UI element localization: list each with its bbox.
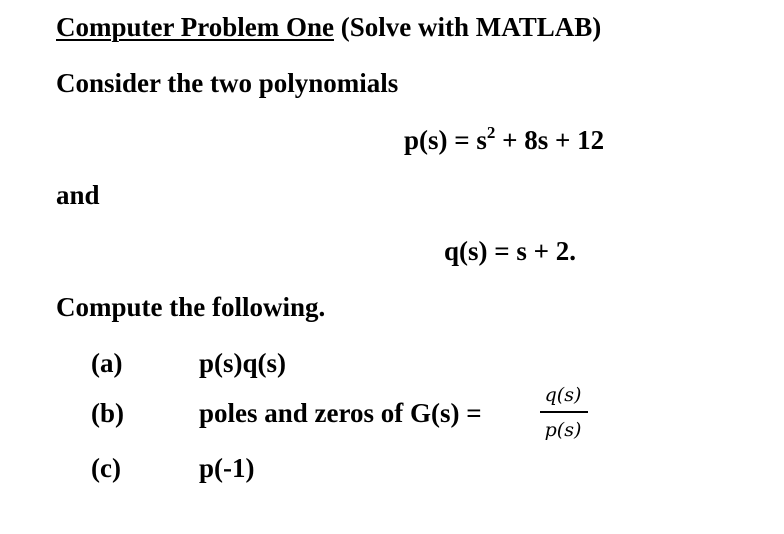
fraction-bar	[540, 411, 588, 413]
compute-text: Compute the following.	[56, 292, 326, 322]
p-equation-exponent: 2	[486, 123, 496, 142]
problem-title	[56, 14, 601, 41]
q-equation: q(s) = s + 2.	[444, 236, 577, 266]
item-a-text: p(s)q(s)	[199, 348, 287, 378]
item-c-text: p(-1)	[199, 453, 255, 483]
item-c-label: (c)	[91, 453, 121, 483]
item-a-label: (a)	[91, 348, 123, 378]
and-text: and	[56, 180, 100, 210]
intro-text: Consider the two polynomials	[56, 68, 399, 98]
problem-title-underlined: Computer Problem One	[56, 12, 334, 42]
problem-title-rest: (Solve with MATLAB)	[333, 12, 602, 42]
fraction-numerator: q(s)	[544, 384, 582, 406]
item-b-text: poles and zeros of G(s) =	[199, 398, 482, 428]
p-equation-lhs: p(s) = s	[404, 125, 487, 155]
fraction-denominator: p(s)	[544, 419, 582, 441]
p-equation-rhs: + 8s + 12	[495, 125, 605, 155]
p-equation	[404, 123, 605, 155]
item-b-label: (b)	[91, 398, 124, 428]
